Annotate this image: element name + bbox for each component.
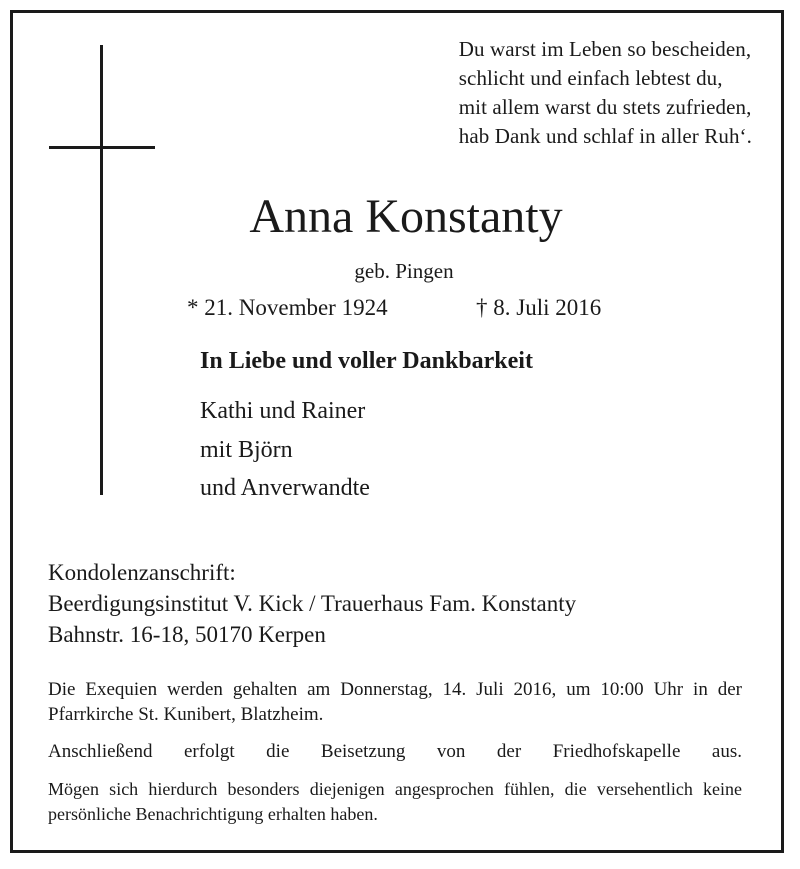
notice-paragraph: Mögen sich hierdurch besonders diejenigen angesprochen fühlen, die versehentlich keine persönliche Benachrichtigung erhalten haben.: [48, 779, 742, 824]
mourners-list: [200, 392, 370, 508]
dedication-line: In Liebe und voller Dankbarkeit: [200, 348, 533, 374]
birth-name: geb. Pingen: [354, 259, 454, 283]
deceased-name: Anna Konstanty: [249, 190, 563, 243]
condolence-heading: Kondolenzanschrift:: [48, 560, 236, 585]
poem-line: mit allem warst du stets zufrieden,: [458, 95, 752, 119]
mourner-line: und Anverwandte: [200, 475, 370, 501]
burial-paragraph: Anschließend erfolgt die Beisetzung von der Friedhofskapelle aus.: [48, 741, 742, 762]
mourner-line: Kathi und Rainer: [200, 398, 366, 424]
condolence-address: [48, 557, 576, 650]
service-paragraph: Die Exequien werden gehalten am Donnerstag, 14. Juli 2016, um 10:00 Uhr in der Pfarrkirche St. Kunibert, Blatzheim.: [48, 679, 742, 725]
condolence-line: Bahnstr. 16-18, 50170 Kerpen: [48, 622, 326, 647]
birth-date: * 21. November 1924: [187, 295, 388, 320]
death-date: † 8. Juli 2016: [476, 295, 602, 320]
poem-line: hab Dank und schlaf in aller Ruh‘.: [458, 124, 752, 148]
mourner-line: mit Björn: [200, 436, 293, 463]
cross-icon-bar: [49, 146, 155, 149]
poem-line: schlicht und einfach lebtest du,: [458, 66, 723, 90]
memorial-poem: [459, 35, 752, 151]
poem-line: Du warst im Leben so bescheiden,: [458, 37, 752, 61]
condolence-line: Beerdigungsinstitut V. Kick / Trauerhaus Fam. Konstanty: [48, 591, 577, 616]
